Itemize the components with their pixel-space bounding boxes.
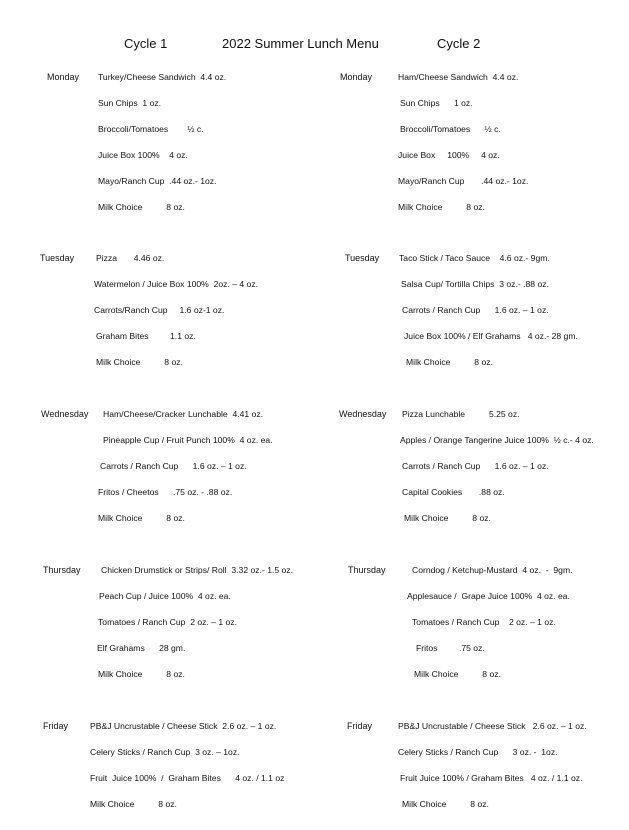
- cycle1-thursday-item: Peach Cup / Juice 100% 4 oz. ea.: [99, 591, 231, 601]
- cycle2-tuesday-item: Taco Stick / Taco Sauce 4.6 oz.- 9gm.: [399, 253, 550, 263]
- cycle1-day-label-wednesday: Wednesday: [41, 409, 89, 419]
- cycle2-monday-item: Broccoli/Tomatoes ½ c.: [400, 124, 501, 134]
- cycle2-thursday-item: Tomatoes / Ranch Cup 2 oz. – 1 oz.: [412, 617, 556, 627]
- cycle-1-heading: Cycle 1: [124, 36, 168, 51]
- cycle2-friday-item: Celery Sticks / Ranch Cup 3 oz. - 1oz.: [398, 747, 558, 757]
- cycle2-friday-item: Milk Choice 8 oz.: [402, 799, 489, 809]
- cycle1-monday-item: Juice Box 100% 4 oz.: [98, 150, 188, 160]
- cycle2-monday-item: Sun Chips 1 oz.: [400, 98, 473, 108]
- cycle1-monday-item: Broccoli/Tomatoes ½ c.: [98, 124, 204, 134]
- cycle2-tuesday-item: Salsa Cup/ Tortilla Chips 3 oz.- .88 oz.: [401, 279, 549, 289]
- cycle1-day-label-friday: Friday: [43, 721, 69, 731]
- cycle2-friday-item: Fruit Juice 100% / Graham Bites 4 oz. / 1.1 oz.: [400, 773, 583, 783]
- cycle2-monday-item: Juice Box 100% 4 oz.: [398, 150, 500, 160]
- cycle1-wednesday-item: Milk Choice 8 oz.: [98, 513, 185, 523]
- cycle2-friday-item: PB&J Uncrustable / Cheese Stick 2.6 oz. – 1 oz.: [398, 721, 587, 731]
- cycle1-thursday-item: Milk Choice 8 oz.: [98, 669, 185, 679]
- cycle1-monday-item: Sun Chips 1 oz.: [98, 98, 162, 108]
- cycle2-tuesday-item: Juice Box 100% / Elf Grahams 4 oz.- 28 gm.: [404, 331, 578, 341]
- cycle2-monday-item: Mayo/Ranch Cup .44 oz.- 1oz.: [398, 176, 529, 186]
- cycle1-friday-item: Milk Choice 8 oz.: [90, 799, 177, 809]
- cycle1-tuesday-item: Carrots/Ranch Cup 1.6 oz-1 oz.: [94, 305, 225, 315]
- cycle1-friday-item: Fruit Juice 100% / Graham Bites 4 oz. / 1.1 oz: [90, 773, 285, 783]
- cycle2-day-label-friday: Friday: [347, 721, 373, 731]
- cycle2-wednesday-item: Pizza Lunchable 5.25 oz.: [402, 409, 520, 419]
- cycle1-monday-item: Turkey/Cheese Sandwich 4.4 oz.: [98, 72, 227, 82]
- cycle2-tuesday-item: Milk Choice 8 oz.: [406, 357, 493, 367]
- cycle2-tuesday-item: Carrots / Ranch Cup 1.6 oz. – 1 oz.: [402, 305, 549, 315]
- cycle2-wednesday-item: Capital Cookies .88 oz.: [402, 487, 505, 497]
- cycle1-friday-item: Celery Sticks / Ranch Cup 3 oz. – 1oz.: [90, 747, 240, 757]
- cycle1-wednesday-item: Fritos / Cheetos .75 oz. - .88 oz.: [98, 487, 233, 497]
- cycle2-day-label-wednesday: Wednesday: [339, 409, 387, 419]
- cycle2-day-label-tuesday: Tuesday: [345, 253, 380, 263]
- cycle1-tuesday-item: Pizza 4.46 oz.: [96, 253, 165, 263]
- cycle1-tuesday-item: Graham Bites 1.1 oz.: [96, 331, 196, 341]
- cycle2-wednesday-item: Apples / Orange Tangerine Juice 100% ½ c.- 4 oz.: [400, 435, 594, 445]
- cycle1-day-label-thursday: Thursday: [43, 565, 81, 575]
- cycle2-thursday-item: Corndog / Ketchup-Mustard 4 oz. - 9gm.: [412, 565, 573, 575]
- cycle1-friday-item: PB&J Uncrustable / Cheese Stick 2.6 oz. – 1 oz.: [90, 721, 277, 731]
- cycle1-thursday-item: Elf Grahams 28 gm.: [97, 643, 186, 653]
- menu-title: 2022 Summer Lunch Menu: [222, 36, 379, 51]
- cycle2-wednesday-item: Carrots / Ranch Cup 1.6 oz. – 1 oz.: [402, 461, 549, 471]
- cycle1-wednesday-item: Carrots / Ranch Cup 1.6 oz. – 1 oz.: [100, 461, 247, 471]
- cycle1-tuesday-item: Milk Choice 8 oz.: [96, 357, 183, 367]
- cycle2-day-label-thursday: Thursday: [348, 565, 386, 575]
- cycle1-day-label-tuesday: Tuesday: [40, 253, 75, 263]
- cycle1-monday-item: Mayo/Ranch Cup .44 oz.- 1oz.: [98, 176, 217, 186]
- cycle2-thursday-item: Applesauce / Grape Juice 100% 4 oz. ea.: [407, 591, 570, 601]
- cycle1-monday-item: Milk Choice 8 oz.: [98, 202, 185, 212]
- cycle2-monday-item: Milk Choice 8 oz.: [398, 202, 485, 212]
- cycle1-day-label-monday: Monday: [47, 72, 80, 82]
- cycle2-monday-item: Ham/Cheese Sandwich 4.4 oz.: [398, 72, 519, 82]
- cycle-2-heading: Cycle 2: [437, 36, 481, 51]
- cycle2-thursday-item: Fritos .75 oz.: [416, 643, 485, 653]
- cycle2-wednesday-item: Milk Choice 8 oz.: [404, 513, 491, 523]
- cycle1-thursday-item: Tomatoes / Ranch Cup 2 oz. – 1 oz.: [98, 617, 238, 627]
- cycle2-day-label-monday: Monday: [340, 72, 373, 82]
- cycle2-thursday-item: Milk Choice 8 oz.: [414, 669, 501, 679]
- cycle1-wednesday-item: Pineapple Cup / Fruit Punch 100% 4 oz. ea.: [103, 435, 273, 445]
- cycle1-thursday-item: Chicken Drumstick or Strips/ Roll 3.32 oz.- 1.5 oz.: [101, 565, 293, 575]
- cycle1-tuesday-item: Watermelon / Juice Box 100% 2oz. – 4 oz.: [94, 279, 258, 289]
- cycle1-wednesday-item: Ham/Cheese/Cracker Lunchable 4.41 oz.: [103, 409, 264, 419]
